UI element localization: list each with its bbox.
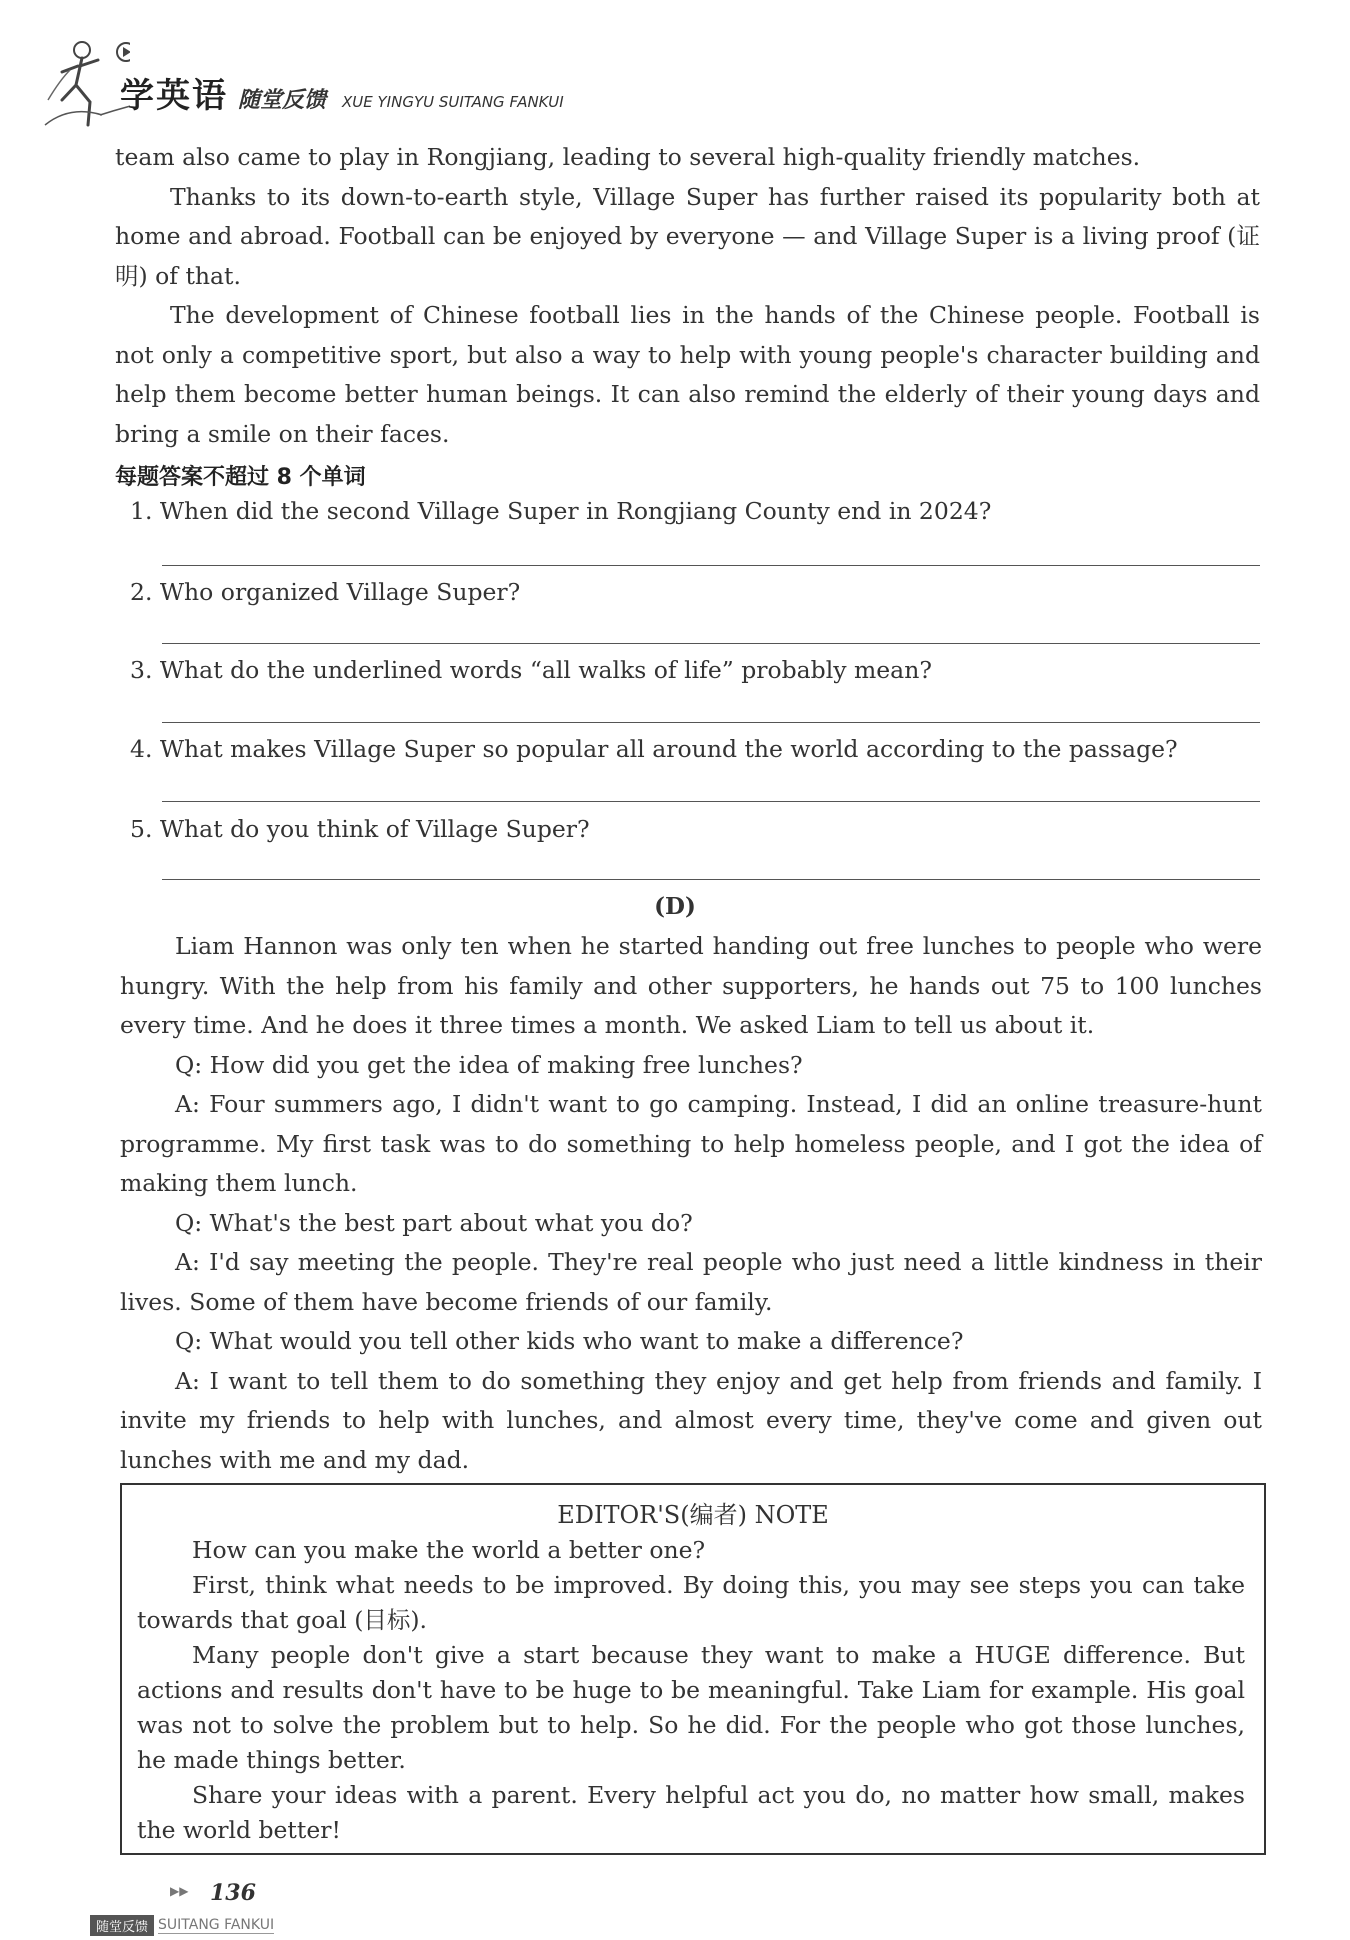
answer-line-2[interactable] <box>162 643 1260 644</box>
editor-note-text <box>137 1533 1245 1848</box>
editor-note-paragraph-3: Many people don't give a start because they want to make a HUGE difference. But actions and results don't have to be huge to be meaningful. Take Liam for example. His goal was not to solve the problem but to help. So he did. For the people who got those lunches, he made things better. <box>137 1641 1245 1774</box>
passage-c-paragraph-2: Thanks to its down-to-earth style, Village Super has further raised its popularity both at home and abroad. Football can be enjoyed by everyone — and Village Super is a living proof (证明) of that. <box>115 182 1260 290</box>
footer-brand <box>90 1915 274 1936</box>
question-3: 3. What do the underlined words “all walks of life” probably mean? <box>130 656 932 684</box>
answer-line-5[interactable] <box>162 879 1260 880</box>
footer-brand-cn: 随堂反馈 <box>90 1915 154 1936</box>
passage-d-q3: Q: What would you tell other kids who want to make a difference? <box>175 1327 964 1355</box>
passage-d-a3: A: I want to tell them to do something they enjoy and get help from friends and family. I invite my friends to help with lunches, and almost every time, they've come and given out lunches with me and my dad. <box>120 1366 1262 1474</box>
editor-note-paragraph-1: How can you make the world a better one? <box>192 1536 706 1564</box>
footer-brand-en: SUITANG FANKUI <box>158 1917 275 1933</box>
question-2: 2. Who organized Village Super? <box>130 578 521 606</box>
passage-d-a1: A: Four summers ago, I didn't want to go camping. Instead, I did an online treasure-hunt programme. My first task was to do something to help homeless people, and I got the idea of making them lunch. <box>120 1090 1262 1197</box>
passage-d-a2: A: I'd say meeting the people. They're real people who just need a little kindness in their lives. Some of them have become friends of our family. <box>120 1248 1262 1316</box>
editor-note-box <box>120 1483 1266 1855</box>
runner-logo-icon <box>40 30 130 130</box>
header-pinyin: XUE YINGYU SUITANG FANKUI <box>342 93 564 111</box>
footer-arrows-icon: ▶▶ <box>170 1884 189 1898</box>
passage-d-intro: Liam Hannon was only ten when he started handing out free lunches to people who were hungry. With the help from his family and other supporters, he hands out 75 to 100 lunches every time. And he does it three times a month. We asked Liam to tell us about it. <box>120 932 1262 1039</box>
question-4: 4. What makes Village Super so popular all around the world according to the passage? <box>130 735 1178 763</box>
question-5: 5. What do you think of Village Super? <box>130 815 590 843</box>
passage-d-q2: Q: What's the best part about what you do? <box>175 1208 693 1237</box>
editor-note-paragraph-2: First, think what needs to be improved. By doing this, you may see steps you can take towards that goal (目标). <box>137 1571 1245 1634</box>
passage-c-paragraph-3: The development of Chinese football lies in the hands of the Chinese people. Football is not only a competitive sport, but also a way to help with young people's character building and help them become better human beings. It can also remind the elderly of their young days and bring a smile on their faces. <box>115 301 1260 448</box>
page-number: 136 <box>210 1880 256 1906</box>
editor-note-title: EDITOR'S(编者) NOTE <box>557 1501 829 1529</box>
answer-line-3[interactable] <box>162 722 1260 723</box>
passage-d <box>120 927 1262 1480</box>
passage-c <box>115 138 1260 454</box>
question-1: 1. When did the second Village Super in Rongjiang County end in 2024? <box>130 497 992 525</box>
header-title: 学英语 <box>120 76 228 116</box>
section-label: (D) <box>654 893 696 920</box>
page-header <box>40 30 680 140</box>
instructions: 每题答案不超过 8 个单词 <box>115 465 366 490</box>
header-subtitle: 随堂反馈 <box>238 88 327 113</box>
answer-line-4[interactable] <box>162 801 1260 802</box>
passage-c-paragraph-1: team also came to play in Rongjiang, leading to several high-quality friendly matches. <box>115 143 1141 171</box>
passage-d-q1: Q: How did you get the idea of making free lunches? <box>175 1050 803 1079</box>
editor-note-paragraph-4: Share your ideas with a parent. Every helpful act you do, no matter how small, makes the world better! <box>137 1781 1245 1844</box>
answer-line-1[interactable] <box>162 565 1260 566</box>
